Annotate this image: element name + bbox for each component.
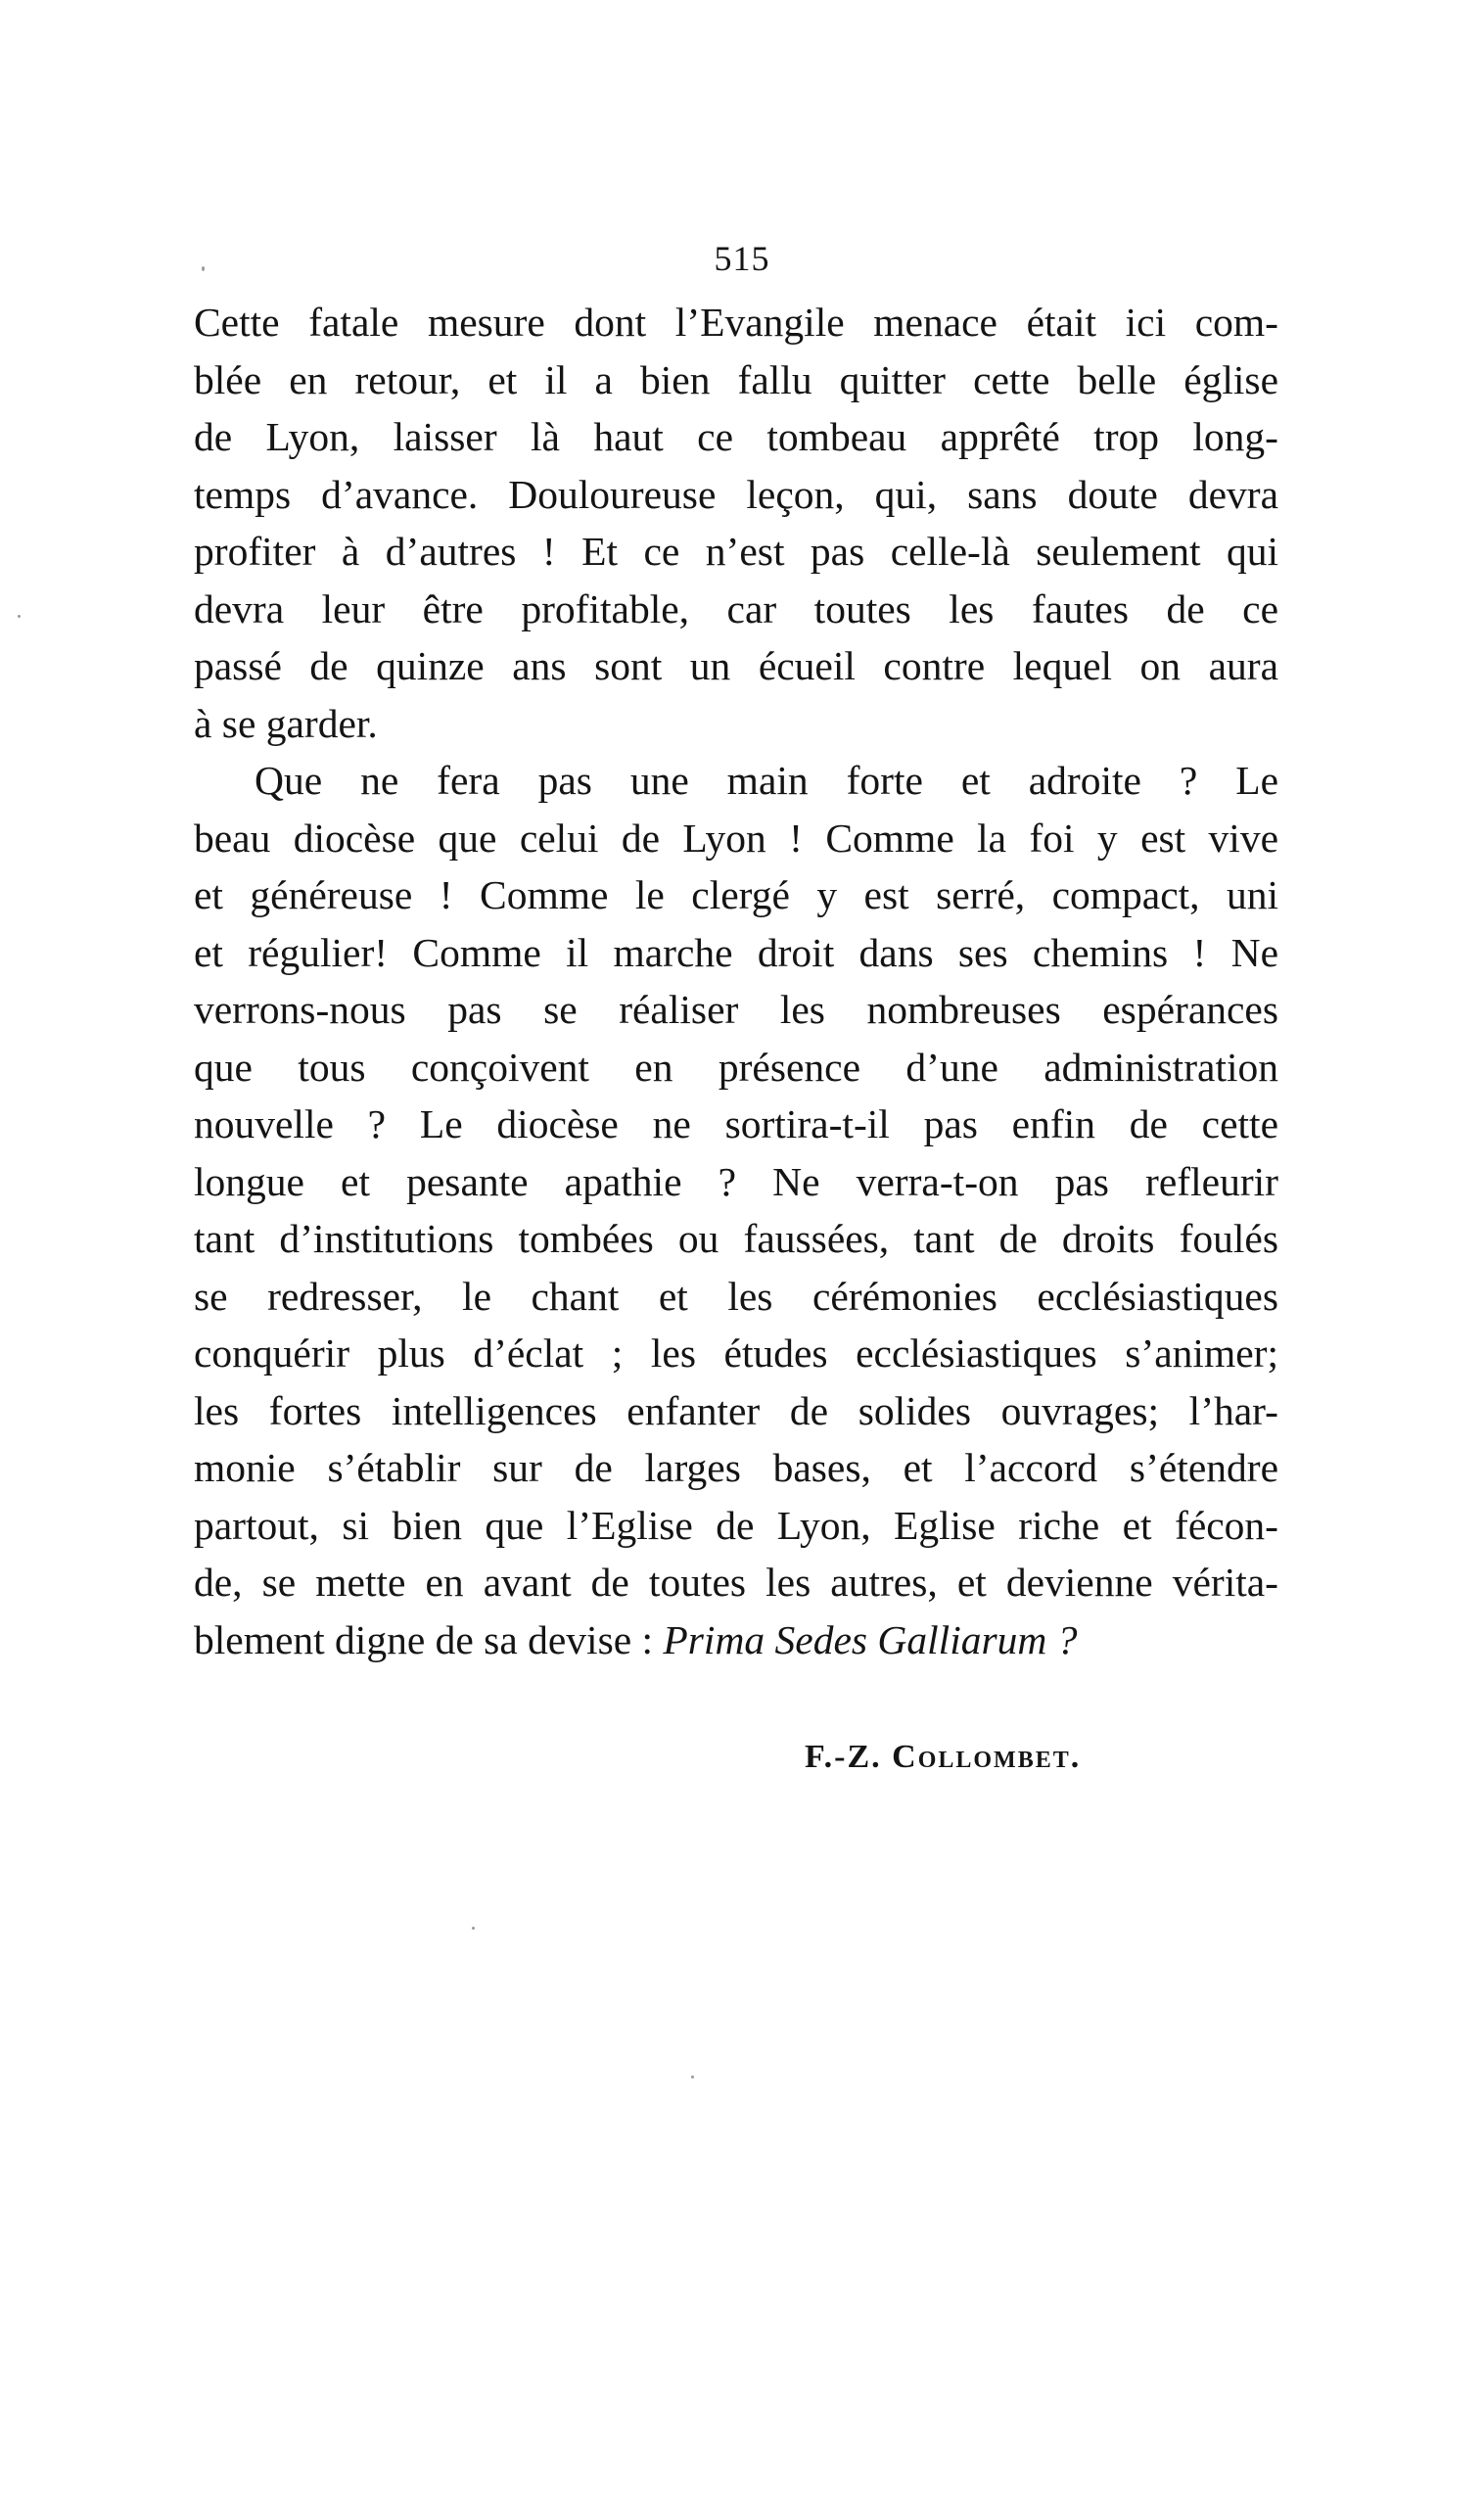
scan-speck — [691, 2076, 694, 2078]
text-line: conquérir plus d’éclat ; les études ecclésiastiques s’animer; — [194, 1330, 1278, 1376]
text-line: blée en retour, et il a bien fallu quitter cette belle église — [194, 356, 1278, 402]
text-line: devra leur être profitable, car toutes les fautes de ce — [194, 585, 1278, 631]
signature-initials: F.-Z. — [805, 1739, 882, 1775]
text-line: se redresser, le chant et les cérémonies ecclésiastiques — [194, 1273, 1278, 1319]
text-line: nouvelle ? Le diocèse ne sortira-t-il pas enfin de cette — [194, 1101, 1278, 1146]
page-number: 515 — [714, 239, 770, 278]
text-line: longue et pesante apathie ? Ne verra-t-on pas refleurir — [194, 1158, 1278, 1204]
signature-surname: Collombet. — [892, 1739, 1082, 1775]
text-line: tant d’institutions tombées ou faussées, tant de droits foulés — [194, 1216, 1278, 1261]
scan-speck — [202, 266, 205, 271]
text-line: partout, si bien que l’Eglise de Lyon, Eglise riche et fécon- — [194, 1502, 1278, 1548]
text-line: et régulier! Comme il marche droit dans ses chemins ! Ne — [194, 929, 1278, 975]
paragraph-1 — [194, 294, 1278, 752]
text-line: verrons-nous pas se réaliser les nombreuses espérances — [194, 987, 1278, 1032]
text-line: à se garder. — [194, 700, 378, 746]
text-line: passé de quinze ans sont un écueil contre lequel on aura — [194, 643, 1278, 688]
text-line: et généreuse ! Comme le clergé y est serré, compact, uni — [194, 872, 1278, 917]
text-line: que tous conçoivent en présence d’une administration — [194, 1044, 1278, 1090]
scan-speck — [18, 615, 21, 618]
text-line: profiter à d’autres ! Et ce n’est pas celle-là seulement qui — [194, 529, 1278, 574]
scan-speck — [472, 1927, 475, 1930]
paragraph-2 — [194, 752, 1278, 1668]
text-line: beau diocèse que celui de Lyon ! Comme la foi y est vive — [194, 815, 1278, 861]
text-line: Cette fatale mesure dont l’Evangile menace était ici com- — [194, 300, 1278, 345]
author-signature — [805, 1736, 1081, 1779]
text-line: Que ne fera pas une main forte et adroite ? Le — [255, 758, 1278, 803]
text-line: temps d’avance. Douloureuse leçon, qui, sans doute devra — [194, 471, 1278, 517]
text-line: de Lyon, laisser là haut ce tombeau apprêté trop long- — [194, 414, 1278, 459]
final-line-text: blement digne de sa devise : — [194, 1616, 664, 1662]
text-line: de, se mette en avant de toutes les autres, et devienne vérita- — [194, 1560, 1278, 1605]
final-text-line — [194, 1611, 1278, 1669]
text-line: les fortes intelligences enfanter de solides ouvrages; l’har- — [194, 1387, 1278, 1433]
motto: Prima Sedes Galliarum ? — [663, 1616, 1078, 1662]
text-line: monie s’établir sur de larges bases, et l’accord s’étendre — [194, 1445, 1278, 1490]
